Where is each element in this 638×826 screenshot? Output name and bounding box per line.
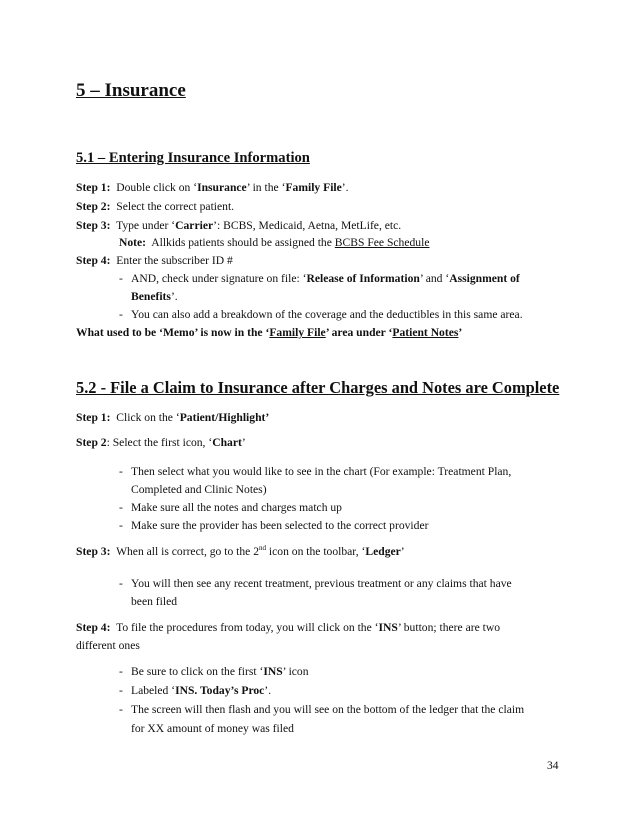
s51-bullet-2: You can also add a breakdown of the coverage and the deductibles in this same area. (131, 308, 523, 321)
step-text: icon on the toolbar, ‘ (266, 545, 366, 558)
step-bold: Insurance (197, 181, 247, 194)
step-label: Step 1: (76, 181, 111, 194)
memo-bold: Memo (162, 326, 195, 339)
step-label: Step 4: (76, 254, 111, 267)
s52-step2-bullet-3: Make sure the provider has been selected to the correct provider (131, 519, 429, 532)
s52-step4-bullet-1 (131, 665, 309, 678)
step-text: ’ in the ‘ (246, 181, 286, 194)
bullet-dash: - (119, 308, 123, 321)
note-label: Note: (119, 236, 147, 249)
subsection-title-5-2: 5.2 - File a Claim to Insurance after Charges and Notes are Complete (76, 378, 560, 397)
step-bold: INS (378, 621, 398, 634)
step-label: Step 3: (76, 545, 111, 558)
step-text: Type under ‘ (116, 219, 176, 232)
s52-step2 (76, 436, 246, 449)
s52-step4 (76, 621, 500, 634)
note-text: Allkids patients should be assigned the (151, 236, 335, 249)
s52-step3-bullet-line2: been filed (131, 595, 178, 608)
s51-step1 (76, 181, 349, 194)
bullet-dash: - (119, 465, 123, 478)
s52-step2-bullet-1: Then select what you would like to see in the chart (For example: Treatment Plan, (131, 465, 512, 478)
step-text: When all is correct, go to the 2 (116, 545, 260, 558)
patient-notes-link: Patient Notes (392, 326, 459, 339)
s52-step4-bullet-3-line2: for XX amount of money was filed (131, 722, 294, 735)
step-bold: Patient/Highlight’ (179, 411, 270, 424)
step-text: ’ (241, 436, 246, 449)
step-text: ’ (400, 545, 405, 558)
step-label: Step 2 (76, 436, 107, 449)
s52-step4-bullet-3: The screen will then flash and you will see on the bottom of the ledger that the claim (131, 703, 525, 716)
s51-step2 (76, 200, 234, 213)
step-text: Click on the ‘ (116, 411, 180, 424)
step-text: Double click on ‘ (116, 181, 198, 194)
s52-step1 (76, 411, 269, 424)
step-text: To file the procedures from today, you will click on the ‘ (116, 621, 379, 634)
bullet-dash: - (119, 703, 123, 716)
bullet-dash: - (119, 684, 123, 697)
step-bold: Family File (285, 181, 342, 194)
step-label: Step 3: (76, 219, 111, 232)
bullet-text: Be sure to click on the first ‘ (131, 665, 264, 678)
bullet-text: ’. (264, 684, 272, 697)
s51-step3 (76, 219, 401, 232)
s52-step2-bullet-2: Make sure all the notes and charges match up (131, 501, 342, 514)
step-text: : Select the first icon, ‘ (106, 436, 213, 449)
s52-step4-bullet-2 (131, 684, 271, 697)
bullet-dash: - (119, 665, 123, 678)
bullet-text: ’ and ‘ (419, 272, 450, 285)
memo-text: ’ is now in the ‘ (194, 326, 270, 339)
superscript: nd (259, 544, 267, 553)
bullet-bold: Benefits (131, 290, 171, 303)
bullet-dash: - (119, 501, 123, 514)
bullet-dash: - (119, 272, 123, 285)
s52-step2-bullet-1-line2: Completed and Clinic Notes) (131, 483, 267, 496)
step-text: Enter the subscriber ID # (116, 254, 233, 267)
bullet-dash: - (119, 519, 123, 532)
step-label: Step 1: (76, 411, 111, 424)
step-text: ’ button; there are two (397, 621, 501, 634)
memo-note (76, 326, 462, 339)
subsection-title-5-1: 5.1 – Entering Insurance Information (76, 150, 310, 166)
s52-step3 (76, 545, 405, 558)
bullet-bold: Release of Information (306, 272, 420, 285)
page-number: 34 (547, 760, 559, 772)
s51-bullet-1 (131, 272, 520, 285)
step-text: ’. (341, 181, 349, 194)
memo-text: ’ area under ‘ (325, 326, 393, 339)
step-bold: Ledger (365, 545, 401, 558)
section-heading: 5 – Insurance (76, 80, 186, 101)
step-text: ’: BCBS, Medicaid, Aetna, MetLife, etc. (213, 219, 402, 232)
bullet-dash: - (119, 577, 123, 590)
step-bold: Carrier (175, 219, 214, 232)
family-file-link: Family File (269, 326, 326, 339)
bullet-text: AND, check under signature on file: ‘ (131, 272, 307, 285)
step-label: Step 2: (76, 200, 111, 213)
s51-step4 (76, 254, 233, 267)
s52-step3-bullet: You will then see any recent treatment, previous treatment or any claims that have (131, 577, 512, 590)
bullet-bold: Assignment of (449, 272, 520, 285)
fee-schedule-link: BCBS Fee Schedule (334, 236, 430, 249)
bullet-text: Labeled ‘ (131, 684, 176, 697)
s51-bullet-1-line2 (131, 290, 178, 303)
memo-text: ’ (458, 326, 463, 339)
bullet-text: ’ icon (282, 665, 309, 678)
s51-note (119, 236, 429, 249)
s52-step4-line2: different ones (76, 639, 140, 652)
bullet-bold: INS. Today’s Proc (175, 684, 265, 697)
step-bold: Chart (212, 436, 242, 449)
step-text: Select the correct patient. (116, 200, 235, 213)
bullet-bold: INS (263, 665, 283, 678)
memo-text: What used to be ‘ (76, 326, 163, 339)
step-label: Step 4: (76, 621, 111, 634)
bullet-text: ’. (170, 290, 178, 303)
